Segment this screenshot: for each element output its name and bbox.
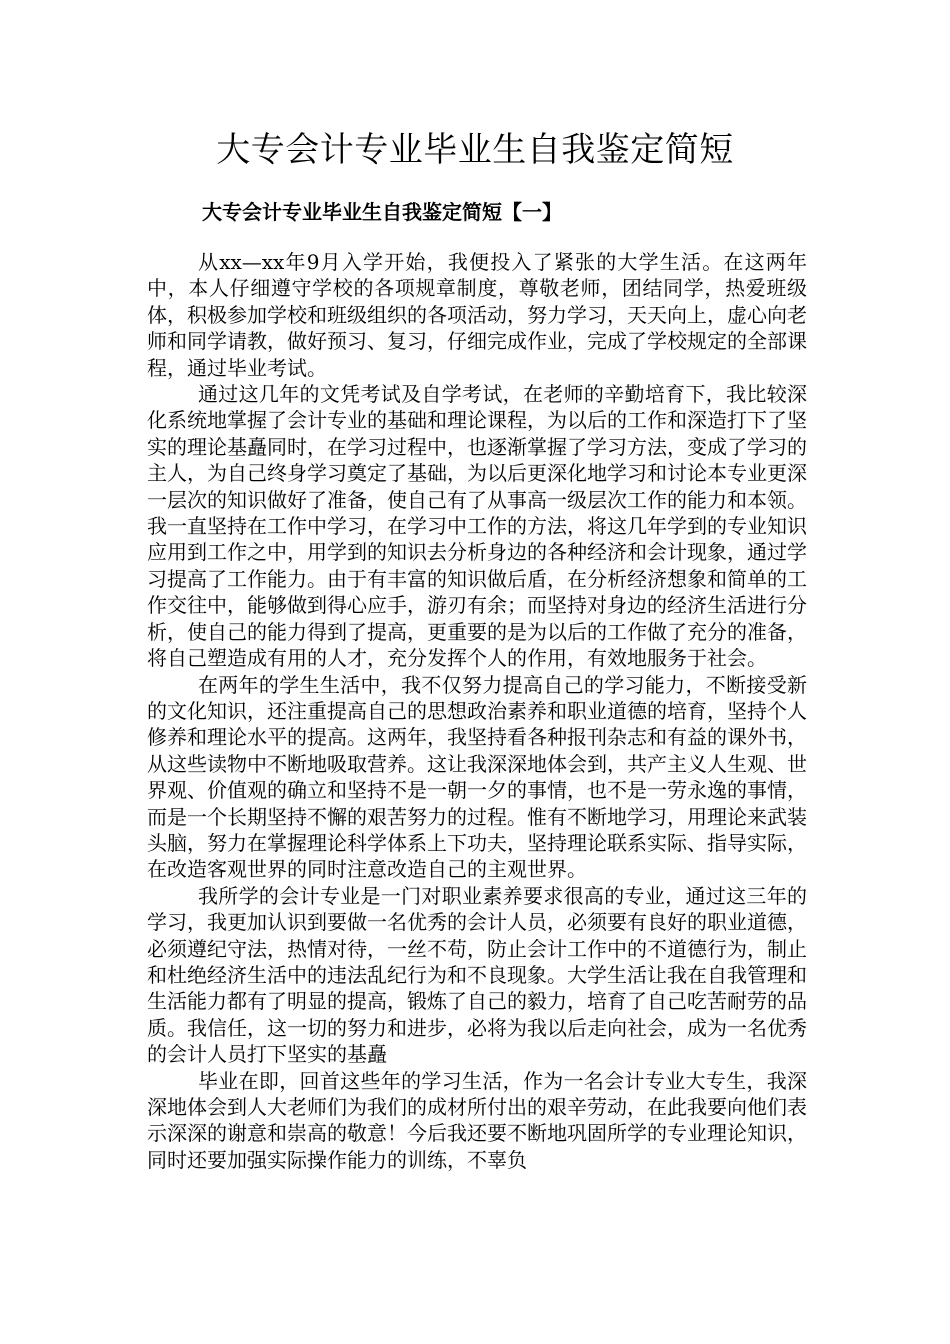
body-paragraph-3: 在两年的学生生活中，我不仅努力提高自己的学习能力，不断接受新的文化知识，还注重提高自己的思想政治素养和职业道德的培育，坚持个人修养和理论水平的提高。这两年，我坚持看各种报刊杂志和有益的课外书，从这些读物中不断地吸取营养。这让我深深地体会到，共产主义人生观、世界观、价值观的确立和坚持不是一朝一夕的事情，也不是一劳永逸的事情，而是一个长期坚持不懈的艰苦努力的过程。惟有不断地学习，用理论来武装头脑，努力在掌握理论科学体系上下功夫，坚持理论联系实际、指导实际，在改造客观世界的同时注意改造自己的主观世界。 [147, 672, 807, 882]
document-body [147, 249, 807, 1173]
body-paragraph-4: 我所学的会计专业是一门对职业素养要求很高的专业，通过这三年的学习，我更加认识到要做一名优秀的会计人员，必须要有良好的职业道德，必须遵纪守法，热情对待，一丝不苟，防止会计工作中的不道德行为，制止和杜绝经济生活中的违法乱纪行为和不良现象。大学生活让我在自我管理和生活能力都有了明显的提高，锻炼了自己的毅力，培育了自己吃苦耐劳的品质。我信任，这一切的努力和进步，必将为我以后走向社会，成为一名优秀的会计人员打下坚实的基矗 [147, 883, 807, 1067]
body-paragraph-5: 毕业在即，回首这些年的学习生活，作为一名会计专业大专生，我深深地体会到人大老师们为我们的成材所付出的艰辛劳动，在此我要向他们表示深深的谢意和崇高的敬意！今后我还要不断地巩固所学的专业理论知识，同时还要加强实际操作能力的训练，不辜负 [147, 1068, 807, 1172]
document-subtitle: 大专会计专业毕业生自我鉴定简短【一】 [202, 200, 562, 224]
document-title: 大专会计专业毕业生自我鉴定简短 [216, 130, 734, 170]
body-paragraph-2: 通过这几年的文凭考试及自学考试，在老师的辛勤培育下，我比较深化系统地掌握了会计专业的基础和理论课程，为以后的工作和深造打下了坚实的理论基矗同时，在学习过程中，也逐渐掌握了学习方法，变成了学习的主人，为自己终身学习奠定了基础，为以后更深化地学习和讨论本专业更深一层次的知识做好了准备，使自己有了从事高一级层次工作的能力和本领。我一直坚持在工作中学习，在学习中工作的方法，将这几年学到的专业知识应用到工作之中，用学到的知识去分析身边的各种经济和会计现象，通过学习提高了工作能力。由于有丰富的知识做后盾，在分析经济想象和简单的工作交往中，能够做到得心应手，游刃有余；而坚持对身边的经济生活进行分析，使自己的能力得到了提高，更重要的是为以后的工作做了充分的准备，将自己塑造成有用的人才，充分发挥个人的作用，有效地服务于社会。 [147, 382, 807, 671]
body-paragraph-1: 从xx—xx年9月入学开始，我便投入了紧张的大学生活。在这两年中，本人仔细遵守学校的各项规章制度，尊敬老师，团结同学，热爱班级体，积极参加学校和班级组织的各项活动，努力学习，天天向上，虚心向老师和同学请教，做好预习、复习，仔细完成作业，完成了学校规定的全部课程，通过毕业考试。 [147, 250, 807, 380]
